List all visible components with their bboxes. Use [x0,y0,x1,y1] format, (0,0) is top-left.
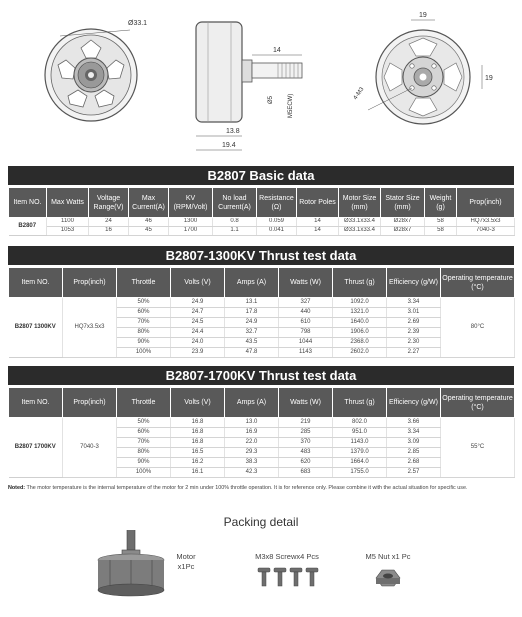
table-cell: 2368.0 [333,338,387,348]
table-cell: 1092.0 [333,298,387,308]
motor-qty-text: x1Pc [177,562,195,571]
dim-19-top: 19 [419,12,427,19]
table-cell: 24.5 [171,318,225,328]
table-cell: 370 [279,438,333,448]
table-cell: 13.0 [225,418,279,428]
col-header: Voltage Range(V) [89,188,129,218]
table-cell: 80% [117,328,171,338]
table-cell: 24 [89,218,129,227]
table-cell: 80% [117,448,171,458]
table-cell: 70% [117,318,171,328]
table-cell: 70% [117,438,171,448]
table-cell: 47.8 [225,348,279,358]
table-cell: 58 [425,227,457,236]
table-cell: 7040-3 [457,227,515,236]
col-header: Rotor Poles [297,188,339,218]
table-cell: 16.2 [171,458,225,468]
motor-label-text: Motor [176,552,196,561]
dim-holes: 4-M3 [352,86,366,102]
col-header: Thrust (g) [333,268,387,298]
table-cell: 1700 [169,227,213,236]
table-cell: 16.9 [225,428,279,438]
col-header: Item NO. [9,268,63,298]
table-row [9,298,515,308]
col-header: Prop(inch) [63,388,117,418]
col-header: Item NO. [9,388,63,418]
col-header: Max Watts [47,188,89,218]
table-cell: 16.8 [171,428,225,438]
table-cell: 16.8 [171,438,225,448]
table-cell: 0.041 [257,227,297,236]
table-cell: 1044 [279,338,333,348]
table-cell: 219 [279,418,333,428]
table-cell: 38.3 [225,458,279,468]
temperature-cell: 55°C [441,418,515,478]
table-cell: 2.39 [387,328,441,338]
thrust-1300kv-title: B2807-1300KV Thrust test data [8,246,514,265]
table-cell: 2.30 [387,338,441,348]
table-cell: Ø33.1x33.4 [339,227,381,236]
col-header: Operating temperature (°C) [441,388,515,418]
col-header: Motor Size (mm) [339,188,381,218]
col-header: Efficiency (g/W) [387,388,441,418]
col-header: Stator Size (mm) [381,188,425,218]
table-cell: 100% [117,348,171,358]
table-cell: 58 [425,218,457,227]
table-cell: 32.7 [225,328,279,338]
col-header: Throttle [117,268,171,298]
table-cell: 483 [279,448,333,458]
table-cell: 285 [279,428,333,438]
table-cell: 50% [117,418,171,428]
col-header: Item NO. [9,188,47,218]
thrust-header-row [9,268,515,298]
table-cell: 17.8 [225,308,279,318]
col-header: Amps (A) [225,388,279,418]
temperature-note [8,485,514,491]
table-cell: Ø28x7 [381,227,425,236]
table-cell: 22.0 [225,438,279,448]
thrust-1700kv-table [8,387,515,478]
basic-data-title: B2807 Basic data [8,166,514,185]
thrust-1300kv-table [8,267,515,358]
table-cell: 620 [279,458,333,468]
col-header: Prop(inch) [457,188,515,218]
table-cell: 16.1 [171,468,225,478]
table-cell: 1143 [279,348,333,358]
table-cell: 24.0 [171,338,225,348]
col-header: Throttle [117,388,171,418]
table-cell: 2.85 [387,448,441,458]
packing-items-illustration [0,530,522,617]
table-cell: 1755.0 [333,468,387,478]
thrust-header-row [9,388,515,418]
table-cell: 2.57 [387,468,441,478]
table-cell: 24.4 [171,328,225,338]
table-cell: 23.9 [171,348,225,358]
dim-13-8: 13.8 [226,128,240,135]
table-cell: 1664.0 [333,458,387,468]
col-header: Max Current(A) [129,188,169,218]
table-cell: 29.3 [225,448,279,458]
table-cell: 0.8 [213,218,257,227]
table-cell: 1906.0 [333,328,387,338]
table-cell: 2602.0 [333,348,387,358]
temperature-cell: 80°C [441,298,515,358]
table-cell: 3.01 [387,308,441,318]
table-row [9,218,515,227]
table-cell: Ø33.1x33.4 [339,218,381,227]
thrust-1700kv-title: B2807-1700KV Thrust test data [8,366,514,385]
motor-image [98,530,164,596]
table-cell: 2.27 [387,348,441,358]
col-header: Weight (g) [425,188,457,218]
packing-detail-title: Packing detail [223,515,299,529]
table-cell: 1143.0 [333,438,387,448]
table-cell: 24.9 [225,318,279,328]
col-header: No load Current(A) [213,188,257,218]
table-cell: 24.7 [171,308,225,318]
table-cell: 43.5 [225,338,279,348]
table-cell: 2.69 [387,318,441,328]
prop-cell: 7040-3 [63,418,117,478]
table-cell: 440 [279,308,333,318]
table-cell: 3.66 [387,418,441,428]
table-cell: 1.1 [213,227,257,236]
dim-thread: M5ECW) [288,93,294,118]
table-cell: 45 [129,227,169,236]
nut-label: M5 Nut x1 Pc [365,552,411,561]
screws-label: M3x8 Screwx4 Pcs [255,552,319,561]
table-cell: 60% [117,308,171,318]
dim-19-right: 19 [485,75,493,82]
dim-diameter: Ø33.1 [128,20,148,27]
col-header: Volts (V) [171,268,225,298]
table-cell: 798 [279,328,333,338]
table-cell: 3.34 [387,428,441,438]
table-cell: 3.34 [387,298,441,308]
table-cell: 16.8 [171,418,225,428]
dim-19-4: 19.4 [222,142,236,149]
item-no-cell: B2807 1700KV [9,418,63,478]
table-cell: 14 [297,218,339,227]
nut-image [376,570,400,586]
col-header: Prop(inch) [63,268,117,298]
col-header: Watts (W) [279,268,333,298]
table-cell: 1300 [169,218,213,227]
table-cell: 14 [297,227,339,236]
item-no-cell: B2807 [9,218,47,236]
table-cell: 46 [129,218,169,227]
motor-bottom-view [353,12,493,124]
basic-header-row [9,188,515,218]
col-header: KV (RPM/Volt) [169,188,213,218]
table-cell: 60% [117,428,171,438]
table-cell: 100% [117,468,171,478]
motor-dimension-drawings [0,0,522,162]
dim-14: 14 [273,47,281,54]
col-header: Amps (A) [225,268,279,298]
table-cell: 2.68 [387,458,441,468]
screws-image [258,568,318,586]
motor-top-view [45,20,147,121]
table-cell: 610 [279,318,333,328]
table-cell: 1640.0 [333,318,387,328]
col-header: Thrust (g) [333,388,387,418]
table-cell: 24.9 [171,298,225,308]
table-cell: 0.059 [257,218,297,227]
table-cell: 42.3 [225,468,279,478]
table-cell: 683 [279,468,333,478]
col-header: Resistance (Ω) [257,188,297,218]
table-row [9,227,515,236]
table-cell: 90% [117,338,171,348]
basic-data-table [8,187,515,236]
motor-side-view [196,22,302,150]
table-cell: 1053 [47,227,89,236]
note-label: Noted: [8,485,26,491]
table-cell: 13.1 [225,298,279,308]
item-no-cell: B2807 1300KV [9,298,63,358]
table-cell: 951.0 [333,428,387,438]
table-cell: 1100 [47,218,89,227]
col-header: Volts (V) [171,388,225,418]
note-text: The motor temperature is the internal temperature of the motor for 2 min under 100% throttle operation. It is for reference only. Please combine it with the actual situation for specific use. [26,485,468,491]
col-header: Efficiency (g/W) [387,268,441,298]
table-cell: 16 [89,227,129,236]
col-header: Watts (W) [279,388,333,418]
table-cell: 3.09 [387,438,441,448]
table-row [9,418,515,428]
prop-cell: HQ7x3.5x3 [63,298,117,358]
table-cell: HQ7x3.5x3 [457,218,515,227]
table-cell: 1379.0 [333,448,387,458]
table-cell: 90% [117,458,171,468]
table-cell: 802.0 [333,418,387,428]
col-header: Operating temperature (°C) [441,268,515,298]
motor-label [168,552,204,572]
dim-shaft: Ø5 [268,95,274,104]
table-cell: 1321.0 [333,308,387,318]
table-cell: 327 [279,298,333,308]
table-cell: Ø28x7 [381,218,425,227]
table-cell: 16.5 [171,448,225,458]
table-cell: 50% [117,298,171,308]
